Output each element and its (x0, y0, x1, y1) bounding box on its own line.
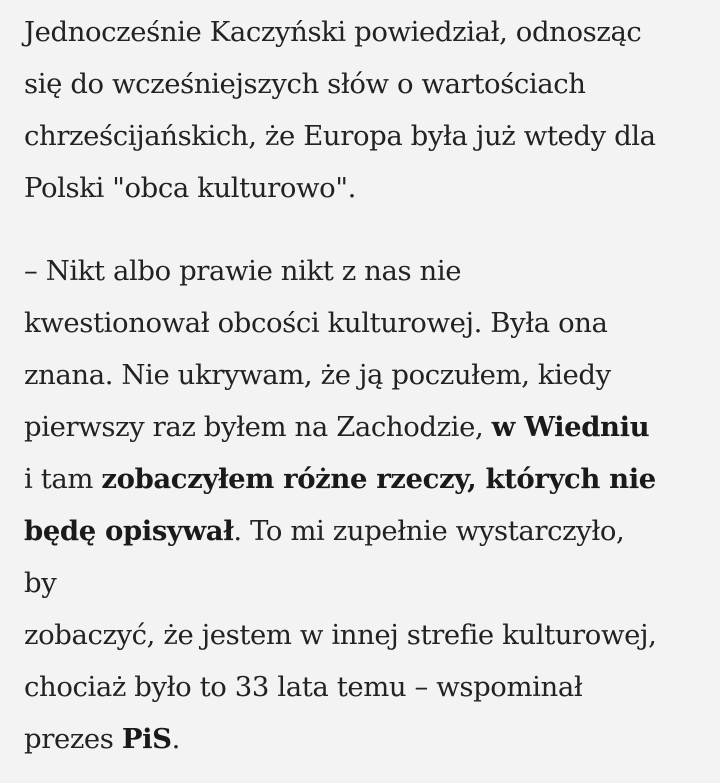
line-text: pierwszy raz byłem na Zachodzie, (24, 411, 492, 443)
line-text: prezes (24, 723, 122, 755)
bold-phrase-pis: PiS (121, 723, 172, 755)
paragraph-line (24, 505, 624, 557)
paragraph-line: kwestionował obcości kulturowej. Była ona (24, 307, 608, 339)
line-text: . (171, 723, 180, 755)
bold-phrase-things: zobaczyłem różne rzeczy, których nie (101, 463, 656, 495)
line-text: . To mi zupełnie wystarczyło, (233, 515, 625, 547)
bold-phrase-describe: będę opisywał (24, 515, 234, 547)
paragraph-line: – Nikt albo prawie nikt z nas nie (24, 255, 462, 287)
paragraph-line: by (24, 567, 57, 599)
bold-phrase-vienna: w Wiedniu (491, 411, 650, 443)
paragraph-line: chociaż było to 33 lata temu – wspominał (24, 671, 583, 703)
paragraph-line: Jednocześnie Kaczyński powiedział, odnosząc (24, 16, 642, 48)
paragraph-line (24, 401, 649, 453)
line-text: i tam (24, 463, 102, 495)
paragraph-line (24, 713, 180, 765)
paragraph-line: Polski "obca kulturowo". (24, 172, 356, 204)
paragraph-line: zobaczyć, że jestem w innej strefie kulturowej, (24, 619, 657, 651)
paragraph-line (24, 453, 656, 505)
paragraph-line: znana. Nie ukrywam, że ją poczułem, kiedy (24, 359, 611, 391)
paragraph-line: się do wcześniejszych słów o wartościach (24, 68, 586, 100)
paragraph-line: chrześcijańskich, że Europa była już wtedy dla (24, 120, 656, 152)
